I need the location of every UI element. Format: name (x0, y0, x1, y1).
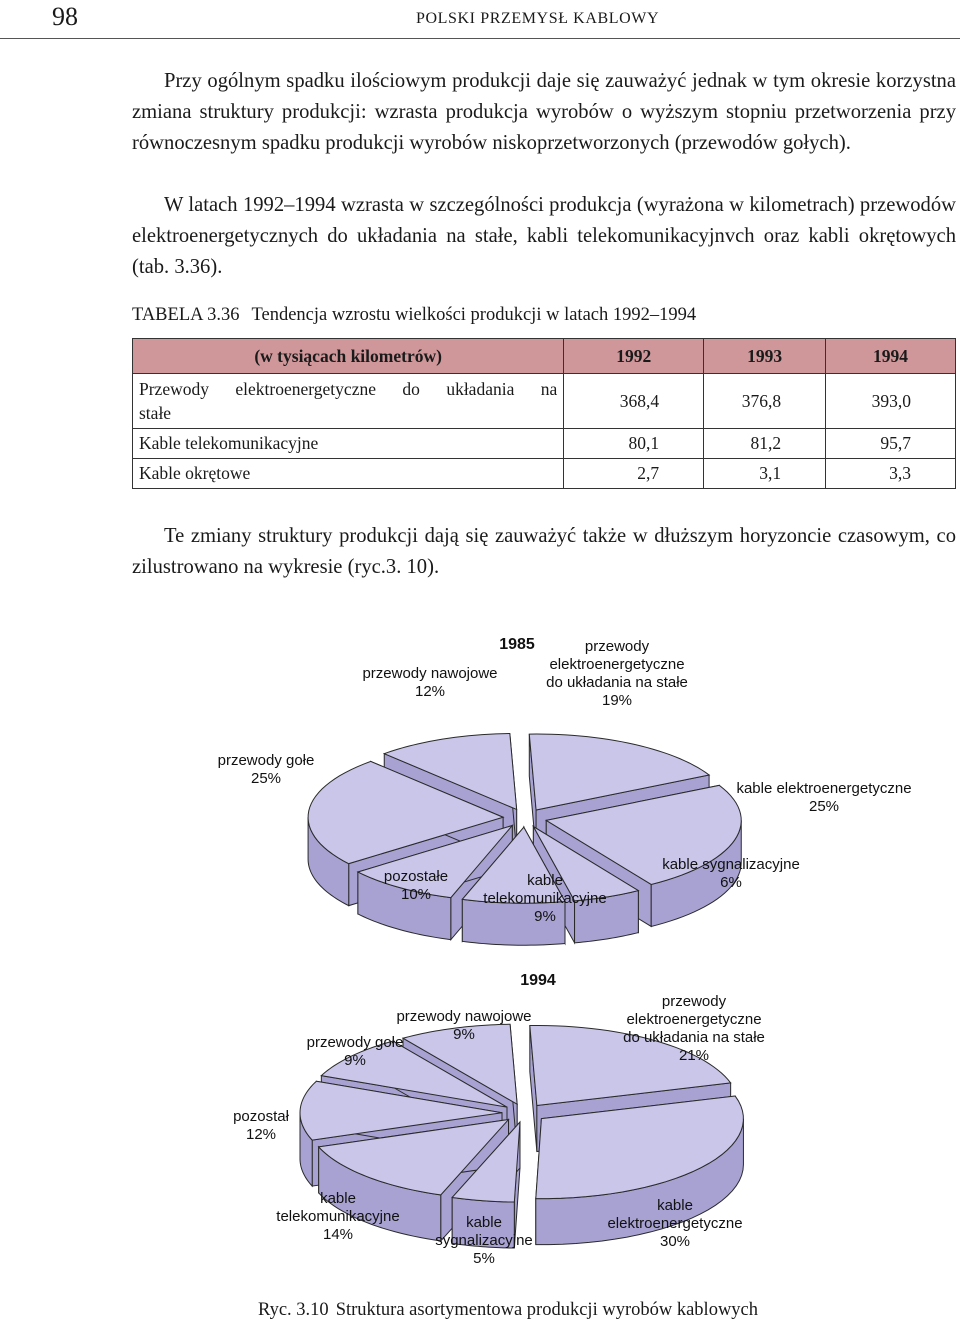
pie-slice-label-line: elektroenergetyczne (549, 656, 685, 673)
pie-slice-label-line: przewody nawojowe (362, 665, 498, 682)
pie-slice-percent: 9% (453, 1026, 475, 1043)
table-header-1994: 1994 (826, 339, 956, 374)
table-row-label-line2: stałe (139, 403, 172, 423)
pie-slice-label-line: kable (466, 1214, 502, 1231)
pie-slice-label-line: kable elektroenergetyczne (736, 780, 912, 797)
table-header-unit: (w tysiącach kilometrów) (133, 339, 564, 374)
pie-slice-percent: 25% (808, 798, 840, 815)
pie-slice-label (362, 665, 497, 700)
table-row-label: Kable okrętowe (133, 459, 564, 489)
pie-slice-label-line: elektroenergetyczne (626, 1011, 762, 1028)
table-cell: 80,1 (564, 429, 704, 459)
figure-caption (258, 1300, 758, 1321)
table-cell: 95,7 (826, 429, 956, 459)
pie-chart-title: 1994 (520, 972, 556, 989)
table-header-1992: 1992 (564, 339, 704, 374)
production-table (132, 338, 956, 489)
table-cell: 368,4 (564, 374, 704, 429)
table-header-1993: 1993 (704, 339, 826, 374)
pie-chart-1994 (233, 972, 765, 1267)
pie-slice-label-line: pozostał (233, 1108, 289, 1125)
table-cell: 3,3 (826, 459, 956, 489)
pie-slice-label-line: przewody (584, 638, 650, 655)
pie-slice-percent: 12% (414, 683, 446, 700)
figure-caption-text: Struktura asortymentowa produkcji wyrobów kablowych (335, 1300, 759, 1320)
table-caption-text: Tendencja wzrostu wielkości produkcji w latach 1992–1994 (251, 305, 697, 325)
pie-slice-label-line: telekomunikacyjne (483, 890, 607, 907)
table-cell: 3,1 (704, 459, 826, 489)
table-cell: 81,2 (704, 429, 826, 459)
pie-slice-label-line: kable sygnalizacyjne (662, 856, 800, 873)
pie-slice-label (546, 638, 688, 709)
table-caption (132, 305, 696, 326)
pie-slice-percent: 30% (659, 1233, 691, 1250)
paragraph-3 (132, 521, 956, 583)
pie-slice-percent: 6% (720, 874, 742, 891)
pie-slice-label-line: kable (320, 1190, 356, 1207)
pie-slice-label-line: przewody (661, 993, 727, 1010)
header-rule (0, 38, 960, 39)
table-header-row (133, 339, 956, 374)
pie-slice-label-line: przewody nawojowe (396, 1008, 532, 1025)
table-row-label (133, 374, 564, 429)
pie-slice-percent: 9% (344, 1052, 366, 1069)
pie-slice-label (736, 780, 911, 815)
pie-slice-percent: 21% (678, 1047, 710, 1064)
pie-slice-percent: 5% (473, 1250, 495, 1267)
pie-slice-percent: 25% (250, 770, 282, 787)
pie-slice-label (218, 752, 315, 787)
pie-slice-label-line: do układania na stałe (546, 674, 688, 691)
pie-slice-label-line: kable (527, 872, 563, 889)
pie-slice-label-line: kable (657, 1197, 693, 1214)
pie-slice-percent: 10% (400, 886, 432, 903)
paragraph-2 (132, 190, 956, 283)
pie-slice-label-line: telekomunikacyjne (276, 1208, 400, 1225)
table-row-label-line1: Przewody elektroenergetyczne do układania na (139, 379, 558, 399)
pie-charts-figure (0, 615, 960, 1295)
pie-slice-percent: 14% (322, 1226, 354, 1243)
paragraph-1-text: Przy ogólnym spadku ilościowym produkcji daje się zauważyć jednak w tym okresie korzystna zmiana struktury produkcji: wzrasta produkcja wyrobów o wyższym stopniu przetworzenia przy równoczesnym spadku produkcji wyrobów niskoprzetworzonych (przewodów gołych). (132, 70, 956, 154)
table-row-label: Kable telekomunikacyjne (133, 429, 564, 459)
figure-caption-label: Ryc. 3.10 (258, 1300, 329, 1320)
pie-slice-label-line: przewody gołe (306, 1034, 404, 1051)
pie-chart-1985 (218, 636, 912, 945)
table-cell: 393,0 (826, 374, 956, 429)
table-cell: 2,7 (564, 459, 704, 489)
pie-slice-label-line: przewody gołe (217, 752, 315, 769)
table-caption-label: TABELA 3.36 (132, 305, 240, 325)
pie-slice-label-line: sygnalizacyjne (435, 1232, 533, 1249)
table-row (133, 429, 956, 459)
table-cell: 376,8 (704, 374, 826, 429)
table-row (133, 459, 956, 489)
pie-slice-percent: 19% (601, 692, 633, 709)
paragraph-2-text: W latach 1992–1994 wzrasta w szczególności produkcja (wyrażona w kilometrach) przewodów elektroenergetycznych do układania na stałe, kabli telekomunikacyjnvch oraz kabli okrętowych (tab. 3.36). (132, 194, 956, 278)
pie-slice-label-line: elektroenergetyczne (607, 1215, 743, 1232)
pie-slice-percent: 9% (534, 908, 556, 925)
pie-slice-percent: 12% (245, 1126, 277, 1143)
paragraph-3-text: Te zmiany struktury produkcji dają się zauważyć także w dłuższym horyzoncie czasowym, co zilustrowano na wykresie (ryc.3. 10). (132, 525, 956, 578)
table-row (133, 374, 956, 429)
pie-slice-label-line: do układania na stałe (623, 1029, 765, 1046)
running-head: POLSKI PRZEMYSŁ KABLOWY (416, 10, 660, 27)
pie-slice-label (233, 1108, 290, 1143)
pie-chart-title: 1985 (499, 636, 535, 653)
page-number: 98 (52, 2, 78, 31)
paragraph-1 (132, 66, 956, 159)
pie-slice-label-line: pozostałe (383, 868, 449, 885)
